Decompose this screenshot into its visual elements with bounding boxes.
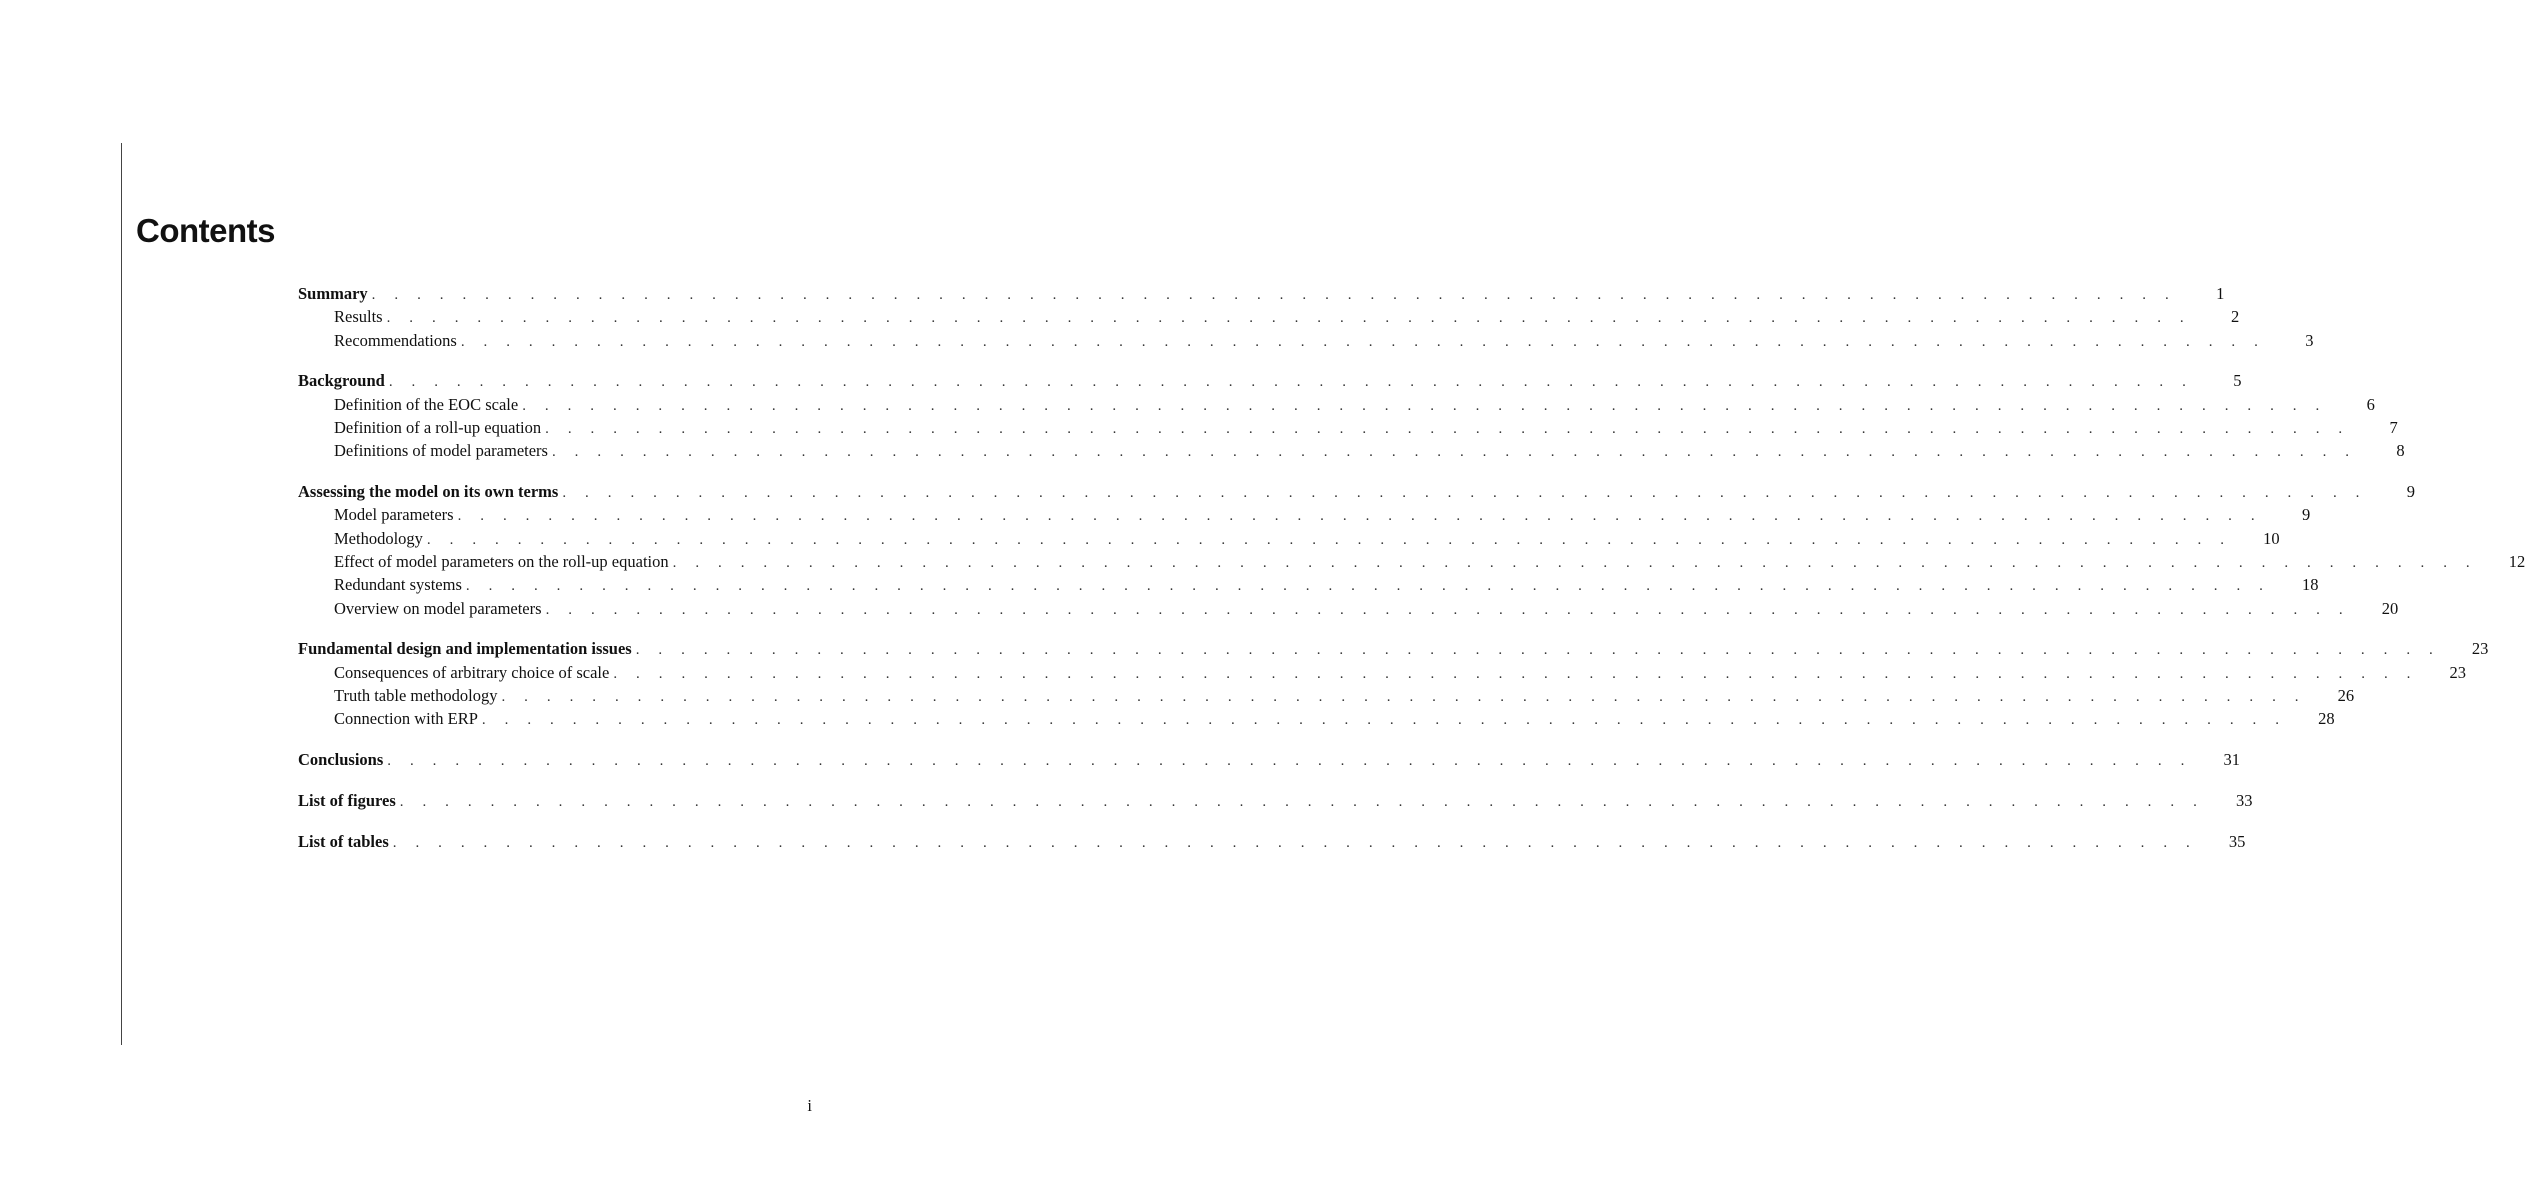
toc-entry-title: Definition of the EOC scale <box>334 394 519 414</box>
toc-page-number: 26 <box>2337 685 2355 705</box>
toc-subsection-entry[interactable] <box>298 661 2466 684</box>
toc-subsection-entry[interactable] <box>298 416 2398 439</box>
toc-page-number: 33 <box>2235 790 2253 810</box>
toc-section <box>298 369 2405 462</box>
toc-entry-title: Background <box>298 371 385 391</box>
toc-entry-title: Definition of a roll-up equation <box>334 417 542 437</box>
toc-subsection-entry[interactable] <box>298 305 2240 328</box>
page-folio: i <box>807 1096 812 1115</box>
toc-section-entry[interactable] <box>298 830 2246 853</box>
dot-leader: . . . . . . . . . . . . . . . . . . . . . . . . . . . . . . . . . . . . . . . . . . . . . . . . . . . . . . . . . . . . . . . . . . . . . . . . . . . . . . . . <box>465 578 2271 595</box>
dot-leader: . . . . . . . . . . . . . . . . . . . . . . . . . . . . . . . . . . . . . . . . . . . . . . . . . . . . . . . . . . . . . . . . . . . . . . . . . . . . . . . . <box>672 554 2478 571</box>
dot-leader: . . . . . . . . . . . . . . . . . . . . . . . . . . . . . . . . . . . . . . . . . . . . . . . . . . . . . . . . . . . . . . . . . . . . . . . . . . . . . . . . <box>481 712 2287 729</box>
toc-entry-title: Recommendations <box>334 330 457 350</box>
toc-page-number: 9 <box>2406 482 2415 502</box>
toc-page-number: 28 <box>2318 709 2335 729</box>
toc-subsection-entry[interactable] <box>298 573 2319 596</box>
toc-page-number: 35 <box>2228 831 2246 851</box>
dot-leader: . . . . . . . . . . . . . . . . . . . . . . . . . . . . . . . . . . . . . . . . . . . . . . . . . . . . . . . . . . . . . . . . . . . . . . . . . . . . . . . . <box>386 310 2192 327</box>
dot-leader: . . . . . . . . . . . . . . . . . . . . . . . . . . . . . . . . . . . . . . . . . . . . . . . . . . . . . . . . . . . . . . . . . . . . . . . . . . . . . . . . <box>545 420 2350 437</box>
toc-subsection-entry[interactable] <box>298 329 2314 352</box>
toc-page-number: 8 <box>2396 441 2405 461</box>
toc-page-number: 18 <box>2302 575 2319 595</box>
toc-page-number: 2 <box>2231 307 2240 327</box>
toc-page-number: 5 <box>2233 371 2242 391</box>
toc-subsection-entry[interactable] <box>298 597 2399 620</box>
toc-entry-title: Summary <box>298 284 368 303</box>
toc-section <box>298 480 2525 620</box>
toc-entry-title: Methodology <box>334 528 423 548</box>
toc-section <box>298 748 2240 771</box>
dot-leader: . . . . . . . . . . . . . . . . . . . . . . . . . . . . . . . . . . . . . . . . . . . . . . . . . . . . . . . . . . . . . . . . . . . . . . . . . . . . . . . . <box>426 531 2232 548</box>
toc-section-entry[interactable] <box>298 369 2242 392</box>
toc-entry-title: Truth table methodology <box>334 685 498 705</box>
toc-page-number: 31 <box>2223 750 2240 770</box>
toc-page-number: 10 <box>2263 528 2280 548</box>
dot-leader: . . . . . . . . . . . . . . . . . . . . . . . . . . . . . . . . . . . . . . . . . . . . . . . . . . . . . . . . . . . . . . . . . . . . . . . . . . . . . . . . <box>501 688 2307 705</box>
dot-leader: . . . . . . . . . . . . . . . . . . . . . . . . . . . . . . . . . . . . . . . . . . . . . . . . . . . . . . . . . . . . . . . . . . . . . . . . . . . . . . . . <box>392 834 2198 851</box>
toc-page-number: 9 <box>2301 505 2311 525</box>
toc-section-entry[interactable] <box>298 282 2225 305</box>
toc-entry-title: Consequences of arbitrary choice of scale <box>334 662 610 682</box>
toc-entry-title: List of figures <box>298 790 396 810</box>
toc-entry-title: Effect of model parameters on the roll-up equation <box>334 551 669 571</box>
toc-page-number: 12 <box>2508 551 2525 571</box>
toc-page-number: 6 <box>2366 394 2375 414</box>
toc-page-number: 23 <box>2449 662 2466 682</box>
toc-subsection-entry[interactable] <box>298 527 2280 550</box>
toc-section-entry[interactable] <box>298 789 2253 812</box>
toc-subsection-entry[interactable] <box>298 393 2375 416</box>
toc-subsection-entry[interactable] <box>298 439 2405 462</box>
toc-entry-title: Redundant systems <box>334 575 462 595</box>
toc-entry-title: Fundamental design and implementation issues <box>298 639 632 659</box>
toc-entry-title: Definitions of model parameters <box>334 441 548 461</box>
dot-leader: . . . . . . . . . . . . . . . . . . . . . . . . . . . . . . . . . . . . . . . . . . . . . . . . . . . . . . . . . . . . . . . . . . . . . . . . . . . . . . . . <box>562 485 2367 502</box>
dot-leader: . . . . . . . . . . . . . . . . . . . . . . . . . . . . . . . . . . . . . . . . . . . . . . . . . . . . . . . . . . . . . . . . . . . . . . . . . . . . . . . . <box>635 642 2441 659</box>
toc-page-number: 3 <box>2305 330 2314 350</box>
dot-leader: . . . . . . . . . . . . . . . . . . . . . . . . . . . . . . . . . . . . . . . . . . . . . . . . . . . . . . . . . . . . . . . . . . . . . . . . . . . . . . . . <box>387 753 2192 770</box>
toc-section <box>298 282 2314 352</box>
dot-leader: . . . . . . . . . . . . . . . . . . . . . . . . . . . . . . . . . . . . . . . . . . . . . . . . . . . . . . . . . . . . . . . . . . . . . . . . . . . . . . . . <box>460 333 2266 350</box>
toc-page-number: 23 <box>2471 639 2489 659</box>
toc-subsection-entry[interactable] <box>298 503 2311 526</box>
toc-section-entry[interactable] <box>298 480 2415 503</box>
toc-subsection-entry[interactable] <box>298 707 2335 730</box>
dot-leader: . . . . . . . . . . . . . . . . . . . . . . . . . . . . . . . . . . . . . . . . . . . . . . . . . . . . . . . . . . . . . . . . . . . . . . . . . . . . . . . . <box>388 374 2194 391</box>
margin-rule <box>121 143 122 1045</box>
dot-leader: . . . . . . . . . . . . . . . . . . . . . . . . . . . . . . . . . . . . . . . . . . . . . . . . . . . . . . . . . . . . . . . . . . . . . . . . . . . . . . . . <box>613 665 2418 682</box>
toc-entry-title: Model parameters <box>334 505 454 525</box>
toc-section-entry[interactable] <box>298 748 2240 771</box>
toc-section <box>298 789 2253 812</box>
toc-entry-title: List of tables <box>298 831 389 851</box>
toc-section-entry[interactable] <box>298 637 2489 660</box>
dot-leader: . . . . . . . . . . . . . . . . . . . . . . . . . . . . . . . . . . . . . . . . . . . . . . . . . . . . . . . . . . . . . . . . . . . . . . . . . . . . . . . . <box>522 397 2327 414</box>
toc-section <box>298 830 2246 853</box>
toc-entry-title: Overview on model parameters <box>334 598 542 618</box>
toc-subsection-entry[interactable] <box>298 684 2355 707</box>
toc-page-number: 20 <box>2381 598 2399 618</box>
toc-section <box>298 637 2489 730</box>
dot-leader: . . . . . . . . . . . . . . . . . . . . . . . . . . . . . . . . . . . . . . . . . . . . . . . . . . . . . . . . . . . . . . . . . . . . . . . . . . . . . . . . <box>551 444 2357 461</box>
dot-leader: . . . . . . . . . . . . . . . . . . . . . . . . . . . . . . . . . . . . . . . . . . . . . . . . . . . . . . . . . . . . . . . . . . . . . . . . . . . . . . . . <box>371 287 2177 303</box>
toc-page-number: 7 <box>2389 417 2398 437</box>
dot-leader: . . . . . . . . . . . . . . . . . . . . . . . . . . . . . . . . . . . . . . . . . . . . . . . . . . . . . . . . . . . . . . . . . . . . . . . . . . . . . . . . <box>545 601 2351 618</box>
toc-entry-title: Assessing the model on its own terms <box>298 482 559 502</box>
toc-entry-title: Results <box>334 307 383 327</box>
toc-entry-title: Conclusions <box>298 750 384 770</box>
table-of-contents <box>298 282 2525 870</box>
toc-subsection-entry[interactable] <box>298 550 2525 573</box>
toc-entry-title: Connection with ERP <box>334 709 478 729</box>
dot-leader: . . . . . . . . . . . . . . . . . . . . . . . . . . . . . . . . . . . . . . . . . . . . . . . . . . . . . . . . . . . . . . . . . . . . . . . . . . . . . . . . <box>457 508 2263 525</box>
page-title: Contents <box>136 212 275 249</box>
toc-page-number: 1 <box>2216 284 2225 303</box>
dot-leader: . . . . . . . . . . . . . . . . . . . . . . . . . . . . . . . . . . . . . . . . . . . . . . . . . . . . . . . . . . . . . . . . . . . . . . . . . . . . . . . . <box>399 793 2205 810</box>
